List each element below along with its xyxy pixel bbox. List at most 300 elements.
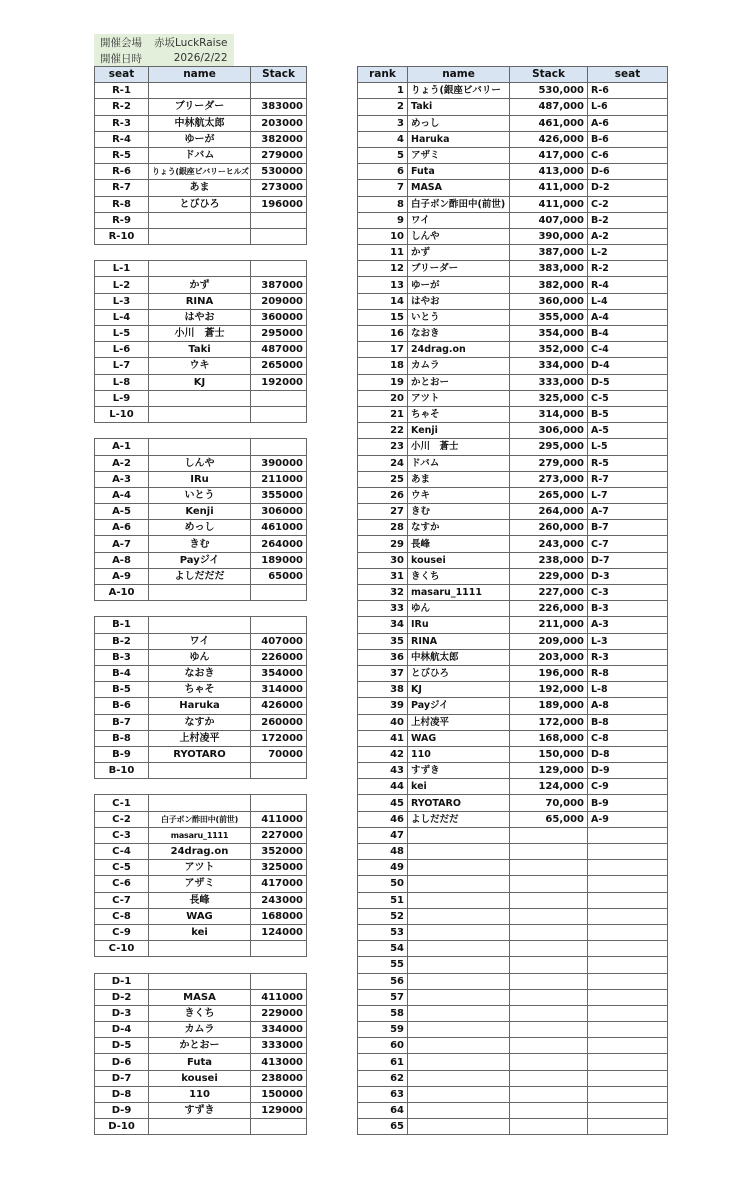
- table-row: [358, 471, 668, 487]
- table-row: [95, 326, 307, 342]
- seat-cell: C-7: [588, 536, 668, 552]
- stack-cell: 172,000: [510, 714, 588, 730]
- table-row: [95, 504, 307, 520]
- seat-cell: D-2: [95, 989, 149, 1005]
- rank-cell: 41: [358, 730, 408, 746]
- stack-cell: 238,000: [510, 552, 588, 568]
- player-name-cell: アザミ: [408, 147, 510, 163]
- stack-cell: 417,000: [510, 147, 588, 163]
- seat-cell: R-9: [95, 212, 149, 228]
- stack-cell: [510, 973, 588, 989]
- rank-cell: 55: [358, 957, 408, 973]
- stack-cell: 417000: [251, 876, 307, 892]
- stack-cell: [510, 844, 588, 860]
- table-row: [358, 439, 668, 455]
- table-row: [358, 99, 668, 115]
- seat-cell: D-7: [95, 1070, 149, 1086]
- table-row: [358, 844, 668, 860]
- player-name-cell: Haruka: [149, 698, 251, 714]
- seat-cell: L-8: [95, 374, 149, 390]
- table-row: [358, 147, 668, 163]
- seat-cell: [588, 892, 668, 908]
- header-stack: Stack: [510, 67, 588, 83]
- stack-cell: [251, 390, 307, 406]
- player-name-cell: きむ: [408, 504, 510, 520]
- seat-cell: B-6: [95, 698, 149, 714]
- seat-cell: A-9: [95, 568, 149, 584]
- seat-cell: L-4: [588, 293, 668, 309]
- seat-cell: B-8: [588, 714, 668, 730]
- stack-cell: 390000: [251, 455, 307, 471]
- stack-cell: 238000: [251, 1070, 307, 1086]
- table-row: [358, 665, 668, 681]
- seat-cell: [588, 827, 668, 843]
- player-name-cell: Futa: [408, 164, 510, 180]
- seat-cell: A-6: [95, 520, 149, 536]
- stack-cell: 461000: [251, 520, 307, 536]
- table-row: [95, 358, 307, 374]
- table-spacer: [95, 779, 307, 795]
- stack-cell: 227000: [251, 827, 307, 843]
- stack-cell: 360000: [251, 309, 307, 325]
- table-row: [358, 131, 668, 147]
- seat-cell: [588, 973, 668, 989]
- table-row: [95, 487, 307, 503]
- player-name-cell: [408, 860, 510, 876]
- player-name-cell: RINA: [408, 633, 510, 649]
- rank-cell: 2: [358, 99, 408, 115]
- header-name: name: [149, 67, 251, 83]
- event-info: [94, 34, 234, 66]
- rank-cell: 4: [358, 131, 408, 147]
- player-name-cell: 上村凌平: [408, 714, 510, 730]
- rank-cell: 5: [358, 147, 408, 163]
- seat-cell: C-8: [95, 908, 149, 924]
- stack-cell: 70000: [251, 746, 307, 762]
- rank-cell: 14: [358, 293, 408, 309]
- table-row: [95, 293, 307, 309]
- seat-cell: R-1: [95, 83, 149, 99]
- rank-cell: 63: [358, 1086, 408, 1102]
- stack-cell: 168,000: [510, 730, 588, 746]
- stack-cell: 243,000: [510, 536, 588, 552]
- rank-cell: 40: [358, 714, 408, 730]
- seat-cell: L-7: [95, 358, 149, 374]
- player-name-cell: [408, 1103, 510, 1119]
- stack-cell: 211000: [251, 471, 307, 487]
- table-row: [358, 164, 668, 180]
- stack-cell: [251, 228, 307, 244]
- stack-cell: 530000: [251, 164, 307, 180]
- table-row: [95, 406, 307, 422]
- table-row: [358, 989, 668, 1005]
- seat-cell: A-7: [95, 536, 149, 552]
- table-spacer: [95, 423, 307, 439]
- stack-cell: [251, 941, 307, 957]
- seat-cell: A-6: [588, 115, 668, 131]
- seat-cell: A-5: [95, 504, 149, 520]
- seat-cell: A-2: [588, 228, 668, 244]
- player-name-cell: すずき: [408, 763, 510, 779]
- stack-cell: 383,000: [510, 261, 588, 277]
- table-row: [95, 795, 307, 811]
- stack-cell: 260000: [251, 714, 307, 730]
- table-row: [358, 374, 668, 390]
- player-name-cell: なおき: [149, 665, 251, 681]
- player-name-cell: とびひろ: [408, 665, 510, 681]
- player-name-cell: RYOTARO: [149, 746, 251, 762]
- stack-cell: 461,000: [510, 115, 588, 131]
- player-name-cell: いとう: [149, 487, 251, 503]
- stack-cell: 65000: [251, 568, 307, 584]
- player-name-cell: いとう: [408, 309, 510, 325]
- seat-cell: R-2: [95, 99, 149, 115]
- player-name-cell: はやお: [408, 293, 510, 309]
- table-row: [358, 1054, 668, 1070]
- stack-cell: 426000: [251, 698, 307, 714]
- table-row: [358, 876, 668, 892]
- stack-cell: 334,000: [510, 358, 588, 374]
- table-row: [358, 746, 668, 762]
- player-name-cell: カムラ: [408, 358, 510, 374]
- player-name-cell: 中林航太郎: [408, 649, 510, 665]
- seat-cell: B-5: [588, 406, 668, 422]
- table-row: [358, 245, 668, 261]
- stack-cell: 209,000: [510, 633, 588, 649]
- seat-cell: B-2: [95, 633, 149, 649]
- seat-cell: B-9: [588, 795, 668, 811]
- stack-cell: [510, 1022, 588, 1038]
- table-row: [358, 309, 668, 325]
- seat-cell: R-6: [95, 164, 149, 180]
- player-name-cell: Kenji: [149, 504, 251, 520]
- stack-cell: [510, 892, 588, 908]
- player-name-cell: ちゃそ: [408, 406, 510, 422]
- table-row: [358, 423, 668, 439]
- table-row: [95, 860, 307, 876]
- stack-cell: 150,000: [510, 746, 588, 762]
- player-name-cell: [408, 924, 510, 940]
- table-row: [358, 941, 668, 957]
- table-row: [95, 261, 307, 277]
- player-name-cell: かず: [408, 245, 510, 261]
- table-row: [358, 342, 668, 358]
- player-name-cell: なすか: [408, 520, 510, 536]
- seat-cell: B-4: [588, 326, 668, 342]
- stack-cell: 360,000: [510, 293, 588, 309]
- table-row: [358, 763, 668, 779]
- table-row: [358, 860, 668, 876]
- table-row: [358, 1086, 668, 1102]
- table-row: [95, 1070, 307, 1086]
- stack-cell: 192,000: [510, 682, 588, 698]
- seat-cell: C-9: [95, 924, 149, 940]
- player-name-cell: ちゃそ: [149, 682, 251, 698]
- stack-cell: 325,000: [510, 390, 588, 406]
- stack-cell: 487,000: [510, 99, 588, 115]
- player-name-cell: Haruka: [408, 131, 510, 147]
- seat-cell: C-4: [95, 844, 149, 860]
- player-name-cell: ゆん: [408, 601, 510, 617]
- seat-cell: B-7: [588, 520, 668, 536]
- seat-cell: R-5: [588, 455, 668, 471]
- seat-cell: B-9: [95, 746, 149, 762]
- date-value: 2026/2/22: [148, 50, 234, 66]
- table-row: [95, 876, 307, 892]
- table-row: [95, 1005, 307, 1021]
- seat-cell: L-1: [95, 261, 149, 277]
- player-name-cell: kousei: [408, 552, 510, 568]
- seat-cell: D-8: [95, 1086, 149, 1102]
- seat-cell: B-7: [95, 714, 149, 730]
- player-name-cell: 小川 蒼士: [408, 439, 510, 455]
- stack-cell: 354000: [251, 665, 307, 681]
- rank-cell: 9: [358, 212, 408, 228]
- seat-cell: D-6: [588, 164, 668, 180]
- rank-cell: 36: [358, 649, 408, 665]
- table-row: [95, 763, 307, 779]
- player-name-cell: はやお: [149, 309, 251, 325]
- table-row: [358, 568, 668, 584]
- seat-cell: [588, 1086, 668, 1102]
- rank-cell: 6: [358, 164, 408, 180]
- rank-cell: 48: [358, 844, 408, 860]
- seat-cell: D-5: [588, 374, 668, 390]
- stack-cell: [510, 1086, 588, 1102]
- player-name-cell: かとおー: [149, 1038, 251, 1054]
- seat-cell: C-3: [95, 827, 149, 843]
- seat-cell: A-4: [95, 487, 149, 503]
- player-name-cell: [149, 941, 251, 957]
- seat-cell: R-3: [588, 649, 668, 665]
- player-name-cell: KJ: [149, 374, 251, 390]
- rank-cell: 18: [358, 358, 408, 374]
- rank-cell: 60: [358, 1038, 408, 1054]
- player-name-cell: 24drag.on: [408, 342, 510, 358]
- stack-cell: [251, 585, 307, 601]
- seat-cell: C-10: [95, 941, 149, 957]
- spacer-cell: [95, 779, 307, 795]
- seat-cell: C-9: [588, 779, 668, 795]
- rank-cell: 39: [358, 698, 408, 714]
- player-name-cell: WAG: [408, 730, 510, 746]
- player-name-cell: kei: [408, 779, 510, 795]
- table-row: [358, 1022, 668, 1038]
- seat-cell: D-9: [95, 1103, 149, 1119]
- table-row: [358, 779, 668, 795]
- player-name-cell: [408, 989, 510, 1005]
- table-row: [358, 1070, 668, 1086]
- table-row: [358, 212, 668, 228]
- player-name-cell: すずき: [149, 1103, 251, 1119]
- stack-cell: 243000: [251, 892, 307, 908]
- table-row: [358, 924, 668, 940]
- table-row: [358, 180, 668, 196]
- stack-cell: 333000: [251, 1038, 307, 1054]
- player-name-cell: [408, 892, 510, 908]
- table-row: [358, 277, 668, 293]
- seat-cell: D-1: [95, 973, 149, 989]
- player-name-cell: 中林航太郎: [149, 115, 251, 131]
- table-row: [358, 358, 668, 374]
- player-name-cell: ゆーが: [149, 131, 251, 147]
- player-name-cell: なおき: [408, 326, 510, 342]
- table-row: [95, 568, 307, 584]
- player-name-cell: ワイ: [149, 633, 251, 649]
- stack-cell: 387000: [251, 277, 307, 293]
- player-name-cell: 110: [408, 746, 510, 762]
- date-label: 開催日時: [94, 50, 148, 66]
- table-row: [95, 649, 307, 665]
- stack-cell: [251, 1119, 307, 1135]
- seat-cell: L-6: [95, 342, 149, 358]
- table-row: [95, 989, 307, 1005]
- seat-cell: B-5: [95, 682, 149, 698]
- stack-cell: 150000: [251, 1086, 307, 1102]
- rank-cell: 12: [358, 261, 408, 277]
- seat-cell: R-4: [95, 131, 149, 147]
- player-name-cell: 白子ボン酢田中(前世): [149, 811, 251, 827]
- table-spacer: [95, 601, 307, 617]
- rank-cell: 34: [358, 617, 408, 633]
- stack-cell: [510, 1038, 588, 1054]
- seat-cell: A-2: [95, 455, 149, 471]
- seat-cell: R-7: [95, 180, 149, 196]
- player-name-cell: Taki: [149, 342, 251, 358]
- table-row: [358, 698, 668, 714]
- player-name-cell: よしだだだ: [408, 811, 510, 827]
- stack-cell: 295000: [251, 326, 307, 342]
- seat-cell: A-7: [588, 504, 668, 520]
- player-name-cell: 長峰: [149, 892, 251, 908]
- rank-cell: 50: [358, 876, 408, 892]
- stack-cell: 226000: [251, 649, 307, 665]
- player-name-cell: アザミ: [149, 876, 251, 892]
- table-row: [95, 536, 307, 552]
- stack-cell: [251, 617, 307, 633]
- stack-cell: 411000: [251, 811, 307, 827]
- player-name-cell: Payジイ: [149, 552, 251, 568]
- seat-cell: B-2: [588, 212, 668, 228]
- table-row: [358, 908, 668, 924]
- seat-cell: R-8: [588, 665, 668, 681]
- seat-cell: R-5: [95, 147, 149, 163]
- table-row: [95, 1119, 307, 1135]
- stack-cell: 229000: [251, 1005, 307, 1021]
- seat-cell: A-1: [95, 439, 149, 455]
- table-spacer: [95, 245, 307, 261]
- stack-cell: 227,000: [510, 585, 588, 601]
- rank-cell: 49: [358, 860, 408, 876]
- seat-cell: A-3: [95, 471, 149, 487]
- seat-cell: C-4: [588, 342, 668, 358]
- player-name-cell: [149, 795, 251, 811]
- stack-cell: [251, 439, 307, 455]
- player-name-cell: [408, 957, 510, 973]
- rank-cell: 53: [358, 924, 408, 940]
- table-row: [95, 374, 307, 390]
- rank-cell: 28: [358, 520, 408, 536]
- table-row: [358, 261, 668, 277]
- seat-cell: L-6: [588, 99, 668, 115]
- table-row: [95, 973, 307, 989]
- table-row: [95, 1103, 307, 1119]
- player-name-cell: かとおー: [408, 374, 510, 390]
- table-row: [95, 924, 307, 940]
- seat-cell: [588, 1038, 668, 1054]
- stack-cell: 352,000: [510, 342, 588, 358]
- table-row: [95, 1038, 307, 1054]
- table-row: [95, 180, 307, 196]
- rank-cell: 57: [358, 989, 408, 1005]
- spacer-cell: [95, 601, 307, 617]
- player-name-cell: 上村凌平: [149, 730, 251, 746]
- seat-cell: L-2: [588, 245, 668, 261]
- table-row: [95, 131, 307, 147]
- player-name-cell: MASA: [149, 989, 251, 1005]
- table-row: [358, 293, 668, 309]
- stack-cell: 192000: [251, 374, 307, 390]
- stack-cell: [510, 860, 588, 876]
- seat-cell: B-3: [588, 601, 668, 617]
- player-name-cell: [149, 390, 251, 406]
- player-name-cell: kousei: [149, 1070, 251, 1086]
- rank-cell: 24: [358, 455, 408, 471]
- stack-cell: [510, 1005, 588, 1021]
- seat-cell: [588, 1054, 668, 1070]
- table-row: [95, 633, 307, 649]
- seat-cell: D-6: [95, 1054, 149, 1070]
- table-row: [95, 714, 307, 730]
- table-row: [358, 326, 668, 342]
- seat-cell: L-4: [95, 309, 149, 325]
- ranking-table-header: [358, 67, 668, 83]
- rank-cell: 61: [358, 1054, 408, 1070]
- player-name-cell: [408, 908, 510, 924]
- stack-cell: 407,000: [510, 212, 588, 228]
- stack-cell: 265000: [251, 358, 307, 374]
- stack-cell: [251, 795, 307, 811]
- stack-cell: 334000: [251, 1022, 307, 1038]
- rank-cell: 35: [358, 633, 408, 649]
- stack-cell: [510, 876, 588, 892]
- player-name-cell: RYOTARO: [408, 795, 510, 811]
- rank-cell: 3: [358, 115, 408, 131]
- table-row: [95, 908, 307, 924]
- table-row: [95, 585, 307, 601]
- table-row: [358, 228, 668, 244]
- table-row: [95, 844, 307, 860]
- rank-cell: 52: [358, 908, 408, 924]
- player-name-cell: あま: [408, 471, 510, 487]
- seat-cell: R-10: [95, 228, 149, 244]
- player-name-cell: しんや: [149, 455, 251, 471]
- table-row: [95, 730, 307, 746]
- stack-cell: 273000: [251, 180, 307, 196]
- table-row: [358, 682, 668, 698]
- table-spacer: [95, 957, 307, 973]
- seat-cell: A-8: [95, 552, 149, 568]
- player-name-cell: Futa: [149, 1054, 251, 1070]
- stack-cell: 229,000: [510, 568, 588, 584]
- rank-cell: 54: [358, 941, 408, 957]
- rank-cell: 13: [358, 277, 408, 293]
- stack-cell: 426,000: [510, 131, 588, 147]
- stack-cell: [251, 406, 307, 422]
- table-row: [95, 552, 307, 568]
- seat-cell: L-10: [95, 406, 149, 422]
- stack-cell: 333,000: [510, 374, 588, 390]
